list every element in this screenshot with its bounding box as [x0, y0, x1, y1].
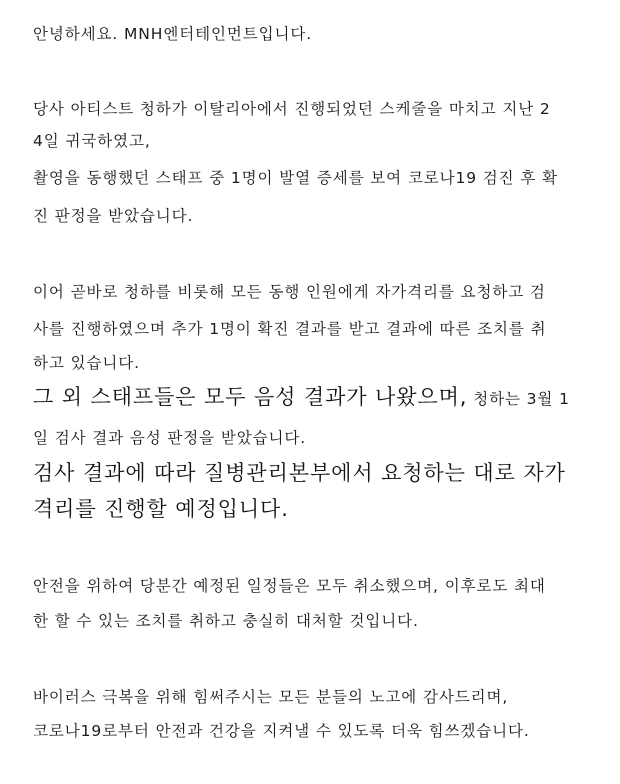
paragraph-5-line-1: 바이러스 극복을 위해 힘써주시는 모든 분들의 노고에 감사드리며, [33, 688, 509, 706]
paragraph-1-line-3: 촬영을 동행했던 스태프 중 1명이 발열 증세를 보여 코로나19 검진 후 확 [33, 169, 558, 187]
paragraph-3-line-1 [33, 383, 570, 411]
paragraph-4-line-2: 한 할 수 있는 조치를 취하고 충실히 대처할 것입니다. [33, 612, 419, 630]
paragraph-2-line-2: 사를 진행하였으며 추가 1명이 확진 결과를 받고 결과에 따른 조치를 취 [33, 320, 547, 338]
paragraph-3-line-3: 검사 결과에 따라 질병관리본부에서 요청하는 대로 자가 [33, 461, 566, 485]
greeting-line: 안녕하세요. MNH엔터테인먼트입니다. [33, 25, 313, 43]
paragraph-1-line-2: 4일 귀국하였고, [33, 132, 151, 150]
paragraph-3-line-4: 격리를 진행할 예정입니다. [33, 497, 289, 521]
paragraph-3-line-1-rest: 청하는 3월 1 [467, 390, 570, 408]
paragraph-4-line-1: 안전을 위하여 당분간 예정된 일정들은 모두 취소했으며, 이후로도 최대 [33, 577, 546, 595]
paragraph-3-line-1-emphasis: 그 외 스태프들은 모두 음성 결과가 나왔으며, [33, 385, 468, 409]
paragraph-5-line-2: 코로나19로부터 안전과 건강을 지켜낼 수 있도록 더욱 힘쓰겠습니다. [33, 722, 530, 740]
paragraph-1-line-1: 당사 아티스트 청하가 이탈리아에서 진행되었던 스케줄을 마치고 지난 2 [33, 100, 551, 118]
paragraph-3-line-2: 일 검사 결과 음성 판정을 받았습니다. [33, 429, 307, 447]
paragraph-2-line-1: 이어 곧바로 청하를 비롯해 모든 동행 인원에게 자가격리를 요청하고 검 [33, 283, 546, 301]
paragraph-2-line-3: 하고 있습니다. [33, 354, 140, 372]
paragraph-1-line-4: 진 판정을 받았습니다. [33, 207, 194, 225]
